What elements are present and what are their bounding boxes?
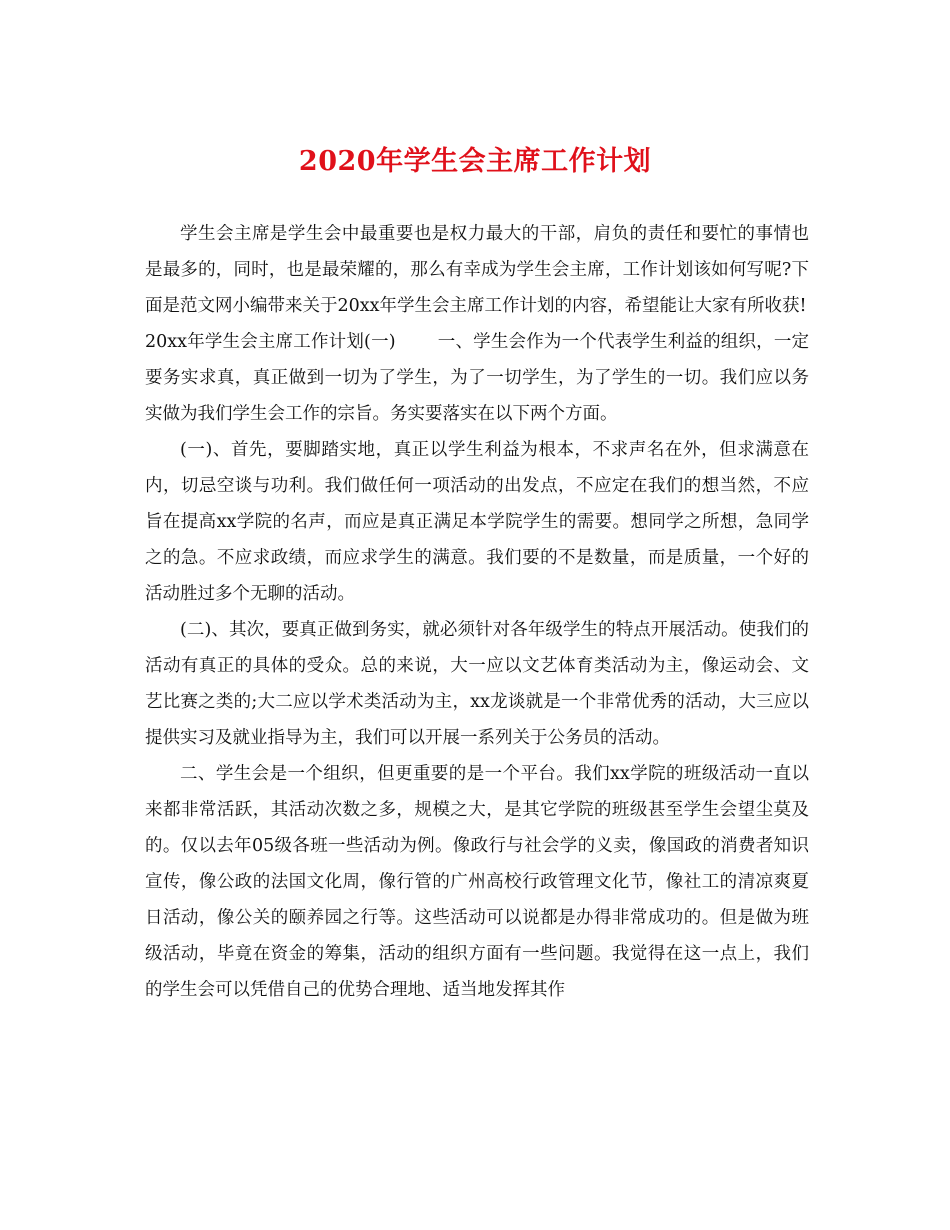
section1-lead: 一、学生会作为一个代表学生利益的组织，一定要务实求真，真正做到一切为了学生，为了一切学生，为了学生的一切。我们应以务实做为我们学生会工作的宗旨。务实要落实在以下两个方面。 [145, 332, 810, 424]
plan-heading: 20xx年学生会主席工作计划(一) [145, 332, 396, 352]
document-body [145, 216, 809, 1008]
point2-paragraph: (二)、其次，要真正做到务实，就必须针对各年级学生的特点开展活动。使我们的活动有真正的具体的受众。总的来说，大一应以文艺体育类活动为主，像运动会、文艺比赛之类的;大二应以学术类活动为主，xx龙谈就是一个非常优秀的活动，大三应以提供实习及就业指导为主，我们可以开展一系列关于公务员的活动。 [145, 620, 809, 748]
point1-paragraph: (一)、首先，要脚踏实地，真正以学生利益为根本，不求声名在外，但求满意在内，切忌空谈与功利。我们做任何一项活动的出发点，不应定在我们的想当然，不应旨在提高xx学院的名声，而应是真正满足本学院学生的需要。想同学之所想，急同学之的急。不应求政绩，而应求学生的满意。我们要的不是数量，而是质量，一个好的活动胜过多个无聊的活动。 [145, 440, 809, 604]
section2-paragraph: 二、学生会是一个组织，但更重要的是一个平台。我们xx学院的班级活动一直以来都非常活跃，其活动次数之多，规模之大，是其它学院的班级甚至学生会望尘莫及的。仅以去年05级各班一些活动为例。像政行与社会学的义卖，像国政的消费者知识宣传，像公政的法国文化周，像行管的广州高校行政管理文化节，像社工的清凉爽夏日活动，像公关的颐养园之行等。这些活动可以说都是办得非常成功的。但是做为班级活动，毕竟在资金的筹集，活动的组织方面有一些问题。我觉得在这一点上，我们的学生会可以凭借自己的优势合理地、适当地发挥其作 [145, 764, 809, 1000]
intro-paragraph: 学生会主席是学生会中最重要也是权力最大的干部，肩负的责任和要忙的事情也是最多的，同时，也是最荣耀的，那么有幸成为学生会主席，工作计划该如何写呢?下面是范文网小编带来关于20xx年学生会主席工作计划的内容，希望能让大家有所收获! [145, 224, 809, 316]
plan-paragraph [145, 324, 809, 432]
document-title: 2020年学生会主席工作计划 [298, 146, 652, 177]
